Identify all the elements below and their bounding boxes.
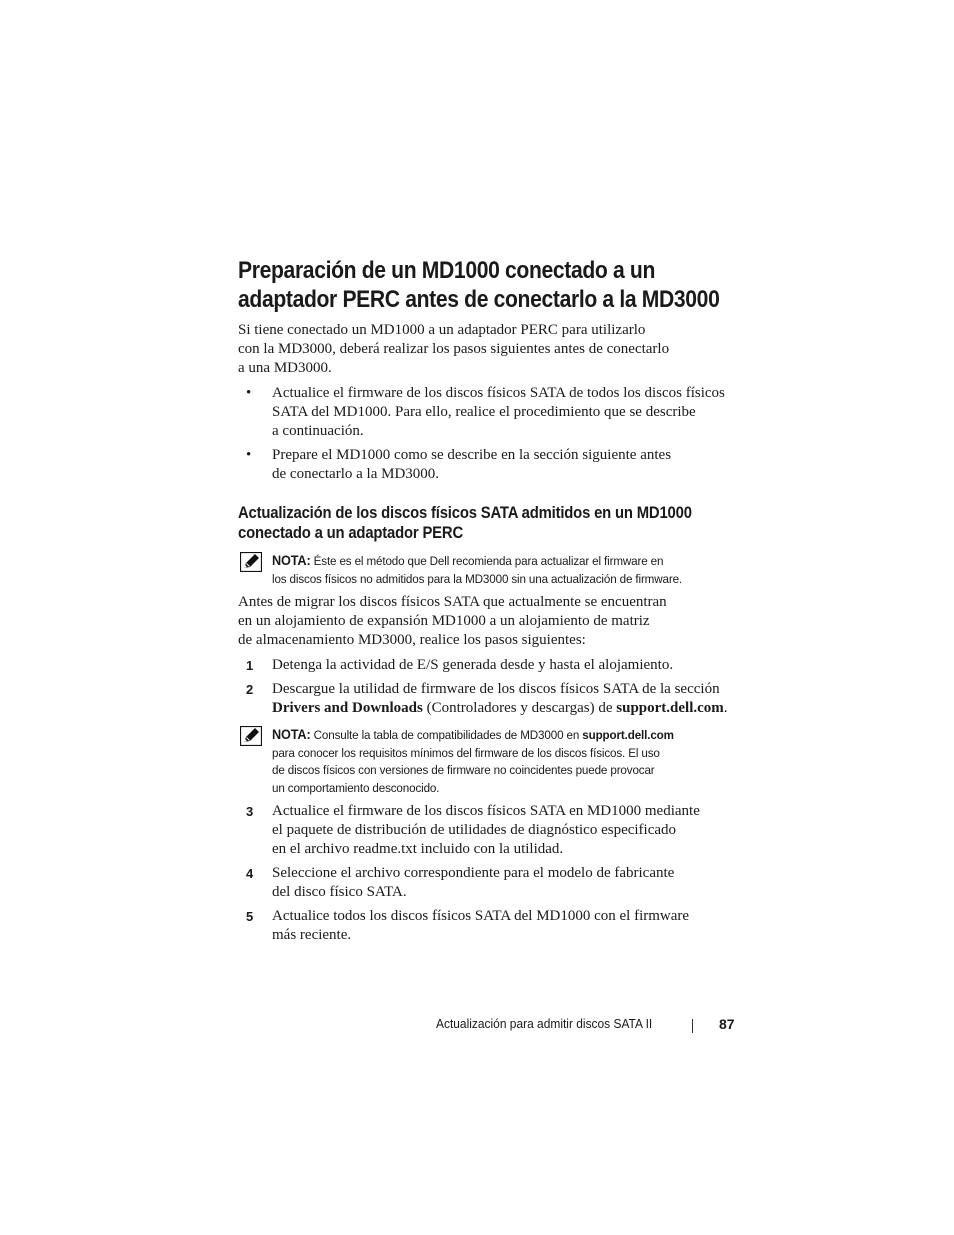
footer-divider: [692, 1019, 693, 1033]
step-line: en el archivo readme.txt incluido con la utilidad.: [272, 841, 564, 857]
step-line: Descargue la utilidad de firmware de los discos físicos SATA de la sección: [272, 681, 720, 697]
intro-line: a una MD3000.: [238, 360, 332, 376]
body-line: Antes de migrar los discos físicos SATA que actualmente se encuentran: [238, 594, 667, 610]
intro-line: Si tiene conectado un MD1000 a un adaptador PERC para utilizarlo: [238, 322, 646, 338]
step-line-end: .: [723, 700, 728, 716]
bullet-line: de conectarlo a la MD3000.: [272, 466, 440, 482]
support-url: support.dell.com: [616, 700, 724, 716]
intro-line: con la MD3000, deberá realizar los pasos siguientes antes de conectarlo: [238, 341, 670, 357]
step-text: [272, 656, 742, 675]
page-number: 87: [719, 1016, 735, 1032]
bullet-text: [272, 446, 742, 484]
step-line: el paquete de distribución de utilidades de diagnóstico especificado: [272, 822, 677, 838]
bullet-line: Actualice el firmware de los discos físicos SATA de todos los discos físicos: [272, 385, 725, 401]
footer-section-title: Actualización para admitir discos SATA II: [436, 1016, 653, 1031]
step-line: Actualice el firmware de los discos físicos SATA en MD1000 mediante: [272, 803, 700, 819]
step-line: (Controladores y descargas) de: [422, 700, 617, 716]
bullet-line: Prepare el MD1000 como se describe en la sección siguiente antes: [272, 447, 672, 463]
step-number: 4: [246, 866, 254, 881]
page-footer: [436, 1014, 736, 1038]
section-link-text: Drivers and Downloads: [272, 700, 423, 716]
note-line: los discos físicos no admitidos para la MD3000 sin una actualización de firmware.: [272, 571, 683, 586]
step-text: [272, 907, 742, 945]
body-paragraph: [238, 593, 708, 650]
step-number: 1: [246, 658, 254, 673]
bullet-text: [272, 384, 742, 441]
step-number: 3: [246, 804, 254, 819]
section-heading: Actualización de los discos físicos SATA admitidos en un MD1000 conectado a un adaptador PERC: [238, 504, 692, 542]
note-text: [272, 552, 723, 588]
page-title: Preparación de un MD1000 conectado a un adaptador PERC antes de conectarlo a la MD3000: [238, 257, 720, 313]
body-line: de almacenamiento MD3000, realice los pasos siguientes:: [238, 632, 586, 648]
step-line: más reciente.: [272, 927, 352, 943]
bullet-marker: •: [246, 385, 252, 401]
step-text: [272, 802, 742, 859]
note-line: de discos físicos con versiones de firmware no coincidentes puede provocar: [272, 763, 655, 777]
note-line: Consulte la tabla de compatibilidades de MD3000 en: [310, 728, 583, 742]
note-line: un comportamiento desconocido.: [272, 780, 440, 795]
note-text: [272, 726, 723, 797]
support-url: support.dell.com: [582, 728, 674, 742]
step-number: 2: [246, 682, 254, 697]
bullet-marker: •: [246, 447, 252, 463]
step-line: Detenga la actividad de E/S generada desde y hasta el alojamiento.: [272, 657, 674, 673]
note-line: para conocer los requisitos mínimos del firmware de los discos físicos. El uso: [272, 745, 660, 760]
step-line: Actualice todos los discos físicos SATA del MD1000 con el firmware: [272, 908, 690, 924]
bullet-line: a continuación.: [272, 423, 364, 439]
step-line: Seleccione el archivo correspondiente para el modelo de fabricante: [272, 865, 675, 881]
step-text: [272, 864, 742, 902]
body-line: en un alojamiento de expansión MD1000 a un alojamiento de matriz: [238, 613, 650, 629]
note-pencil-icon: [240, 726, 262, 751]
step-number: 5: [246, 909, 254, 924]
note-line: Éste es el método que Dell recomienda para actualizar el firmware en: [310, 554, 664, 568]
step-line: del disco físico SATA.: [272, 884, 407, 900]
note-label: NOTA:: [272, 553, 311, 568]
note-pencil-icon: [240, 552, 262, 577]
intro-paragraph: [238, 321, 708, 378]
bullet-line: SATA del MD1000. Para ello, realice el procedimiento que se describe: [272, 404, 696, 420]
step-text: [272, 680, 742, 718]
note-label: NOTA:: [272, 727, 311, 742]
